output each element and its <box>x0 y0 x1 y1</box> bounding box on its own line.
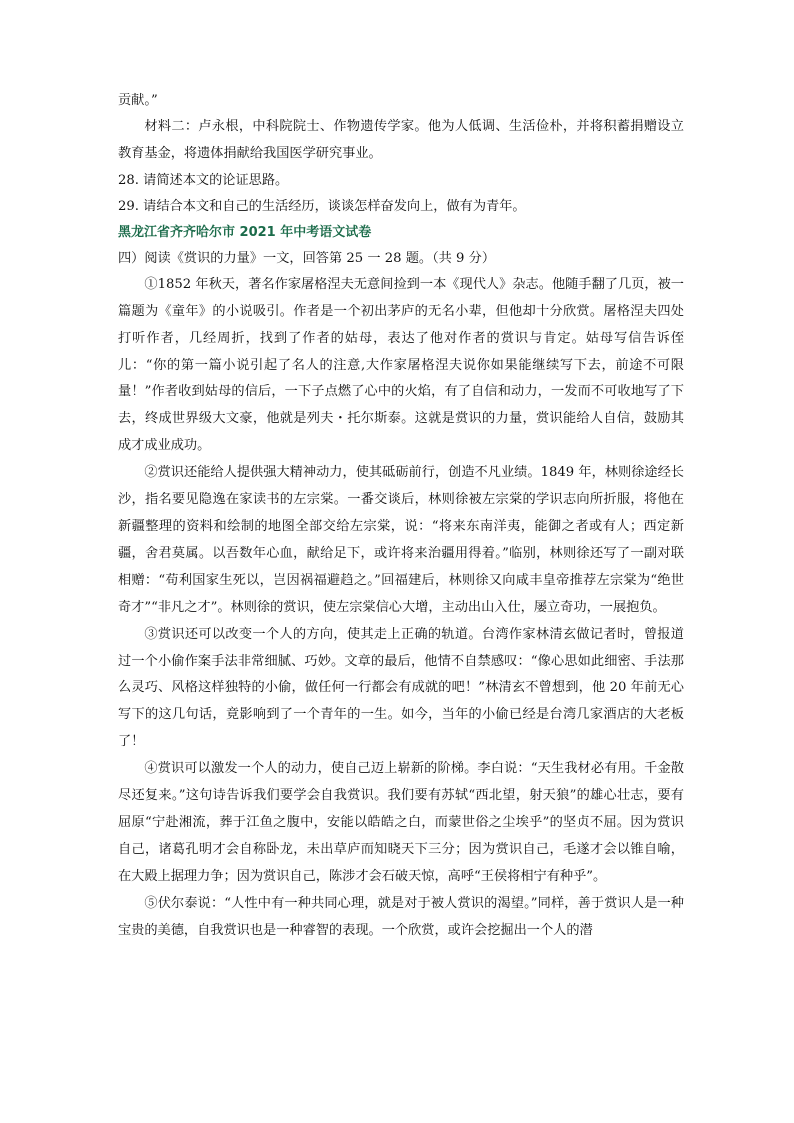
paragraph-4: ④赏识可以激发一个人的动力，使自己迈上崭新的阶梯。李白说：“天生我材必有用。千金散尽还复来。”这句诗告诉我们要学会自我赏识。我们要有苏轼“西北望，射天狼”的雄心壮志，要有屈原“宁赴湘流，葬于江鱼之腹中，安能以皓皓之白，而蒙世俗之尘埃乎”的坚贞不屈。因为赏识自己，诸葛孔明才会自称卧龙，未出草庐而知晓天下三分；因为赏识自己，毛遂才会以锥自喻，在大殿上据理力争；因为赏识自己，陈涉才会石破天惊，高呼“王侯将相宁有种乎”。 <box>118 761 684 884</box>
section-intro: 四）阅读《赏识的力量》一文，回答第 25 一 28 题。（共 9 分） <box>118 250 496 266</box>
question-28: 28. 请简述本文的论证思路。 <box>118 172 289 188</box>
document-page <box>118 88 684 944</box>
question-29: 29. 请结合本文和自己的生活经历，谈谈怎样奋发向上，做有为青年。 <box>118 198 526 214</box>
paragraph-1: ①1852 年秋天，著名作家屠格涅夫无意间捡到一本《现代人》杂志。他随手翻了几页，被一篇题为《童年》的小说吸引。作者是一个初出茅庐的无名小辈，但他却十分欣赏。屠格涅夫四处打听作者，几经周折，找到了作者的姑母，表达了他对作者的赏识与肯定。姑母写信告诉侄儿：“你的第一篇小说引起了名人的注意,大作家屠格涅夫说你如果能继续写下去，前途不可限量！”作者收到姑母的信后，一下子点燃了心中的火焰，有了自信和动力，一发而不可收地写了下去，终成世界级大文豪，他就是列夫・托尔斯泰。这就是赏识的力量，赏识能给人自信，鼓励其成才成业成功。 <box>118 276 684 454</box>
paragraph-5: ⑤伏尔泰说：“人性中有一种共同心理，就是对于被人赏识的渴望。”同样，善于赏识人是一种宝贵的美德，自我赏识也是一种睿智的表现。一个欣赏，或许会挖掘出一个人的潜 <box>118 895 684 938</box>
paragraph-3: ③赏识还可以改变一个人的方向，使其走上正确的轨道。台湾作家林清玄做记者时，曾报道过一个小偷作案手法非常细腻、巧妙。文章的最后，他情不自禁感叹：“像心思如此细密、手法那么灵巧、风格这样独特的小偷，做任何一行都会有成就的吧！”林清玄不曾想到，他 20 年前无心写下的这几句话，竟影响到了一个青年的一生。如今，当年的小偷已经是台湾几家酒店的大老板了！ <box>118 626 684 750</box>
continuation-text: 贡献。” <box>118 93 158 108</box>
material-two-paragraph: 材料二：卢永根，中科院院士、作物遗传学家。他为人低调、生活俭朴，并将积蓄捐赠设立教育基金，将遗体捐献给我国医学研究事业。 <box>118 119 684 161</box>
exam-title: 黑龙江省齐齐哈尔市 2021 年中考语文试卷 <box>118 224 372 240</box>
paragraph-2: ②赏识还能给人提供强大精神动力，使其砥砺前行，创造不凡业绩。1849 年，林则徐途经长沙，指名要见隐逸在家读书的左宗棠。一番交谈后，林则徐被左宗棠的学识志向所折服，将他在新疆整理的资料和绘制的地图全部交给左宗棠，说：“将来东南洋夷，能御之者或有人；西定新疆，舍君莫属。以吾数年心血，献给足下，或许将来治疆用得着。”临别，林则徐还写了一副对联相赠：“苟利国家生死以，岂因祸福避趋之。”回福建后，林则徐又向咸丰皇帝推荐左宗棠为“绝世奇才”“非凡之才”。林则徐的赏识，使左宗棠信心大增，主动出山入仕，屡立奇功，一展抱负。 <box>118 465 684 615</box>
